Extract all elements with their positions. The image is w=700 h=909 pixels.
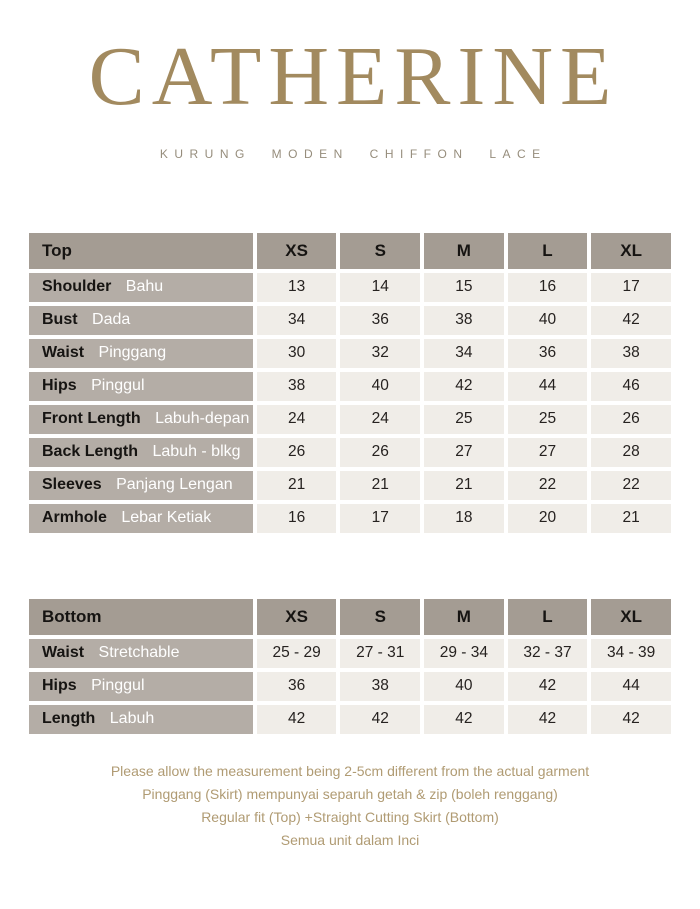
value-cell: 34 [424,339,504,368]
value-cell: 24 [340,405,420,434]
measure-label-my: Labuh [109,710,155,728]
value-cell: 40 [424,672,504,701]
value-cell: 21 [424,471,504,500]
size-header-xs: XS [257,233,337,269]
measurement-notes [0,760,700,852]
measure-label-my: Labuh-depan [155,410,250,428]
table-row-shoulder [29,273,671,302]
measure-label-cell [29,471,253,500]
value-cell: 38 [424,306,504,335]
value-cell: 29 - 34 [424,639,504,668]
note-line: Pinggang (Skirt) mempunyai separuh getah & zip (boleh renggang) [142,785,558,802]
measure-label-en: Length [42,710,96,728]
measure-label-cell [29,405,253,434]
measure-label-cell [29,639,253,668]
table-row-armhole [29,504,671,533]
value-cell: 32 [340,339,420,368]
bottom-table-title-cell: Bottom [29,599,253,635]
size-header-m: M [424,599,504,635]
value-cell: 34 - 39 [591,639,671,668]
measure-label-my: Pinggul [91,677,145,695]
measure-label-cell [29,672,253,701]
measure-label-cell [29,372,253,401]
value-cell: 26 [257,438,337,467]
measure-label-my: Stretchable [98,644,180,662]
note-line: Semua unit dalam Inci [280,831,420,848]
table-row-bust [29,306,671,335]
measure-label-cell [29,273,253,302]
measure-label-en: Armhole [42,509,107,527]
note-line: Regular fit (Top) +Straight Cutting Skirt (Bottom) [201,808,499,825]
table-row-bottom-length [29,705,671,734]
value-cell: 22 [591,471,671,500]
value-cell: 17 [340,504,420,533]
measure-label-my: Pinggang [98,344,167,362]
value-cell: 13 [257,273,337,302]
value-cell: 17 [591,273,671,302]
size-chart-page [0,30,700,909]
size-header-l: L [508,233,588,269]
value-cell: 16 [508,273,588,302]
value-cell: 36 [340,306,420,335]
product-subtitle: KURUNG MODEN CHIFFON LACE [159,146,547,161]
value-cell: 18 [424,504,504,533]
value-cell: 42 [340,705,420,734]
value-cell: 42 [257,705,337,734]
value-cell: 20 [508,504,588,533]
measure-label-cell [29,504,253,533]
measure-label-cell [29,306,253,335]
value-cell: 26 [591,405,671,434]
value-cell: 25 [508,405,588,434]
value-cell: 27 - 31 [340,639,420,668]
value-cell: 30 [257,339,337,368]
table-row-waist [29,339,671,368]
value-cell: 25 [424,405,504,434]
size-header-xl: XL [591,599,671,635]
value-cell: 26 [340,438,420,467]
measure-label-en: Front Length [42,410,141,428]
size-header-m: M [424,233,504,269]
value-cell: 44 [591,672,671,701]
value-cell: 38 [340,672,420,701]
measure-label-en: Waist [42,344,85,362]
measure-label-cell [29,339,253,368]
value-cell: 32 - 37 [508,639,588,668]
bottom-header-row [29,599,671,635]
top-table-title-cell: Top [29,233,253,269]
measure-label-en: Shoulder [42,278,112,296]
value-cell: 34 [257,306,337,335]
bottom-size-table [25,595,675,738]
measure-label-cell [29,705,253,734]
value-cell: 42 [424,705,504,734]
measure-label-my: Bahu [125,278,164,296]
table-row-bottom-waist [29,639,671,668]
table-row-front-length [29,405,671,434]
measure-label-my: Panjang Lengan [116,476,233,494]
size-header-s: S [340,233,420,269]
value-cell: 44 [508,372,588,401]
measure-label-my: Dada [92,311,131,329]
measure-label-my: Labuh - blkg [152,443,241,461]
measure-label-en: Back Length [42,443,139,461]
size-header-l: L [508,599,588,635]
measure-label-en: Sleeves [42,476,102,494]
measure-label-my: Pinggul [91,377,145,395]
table-row-back-length [29,438,671,467]
value-cell: 40 [340,372,420,401]
measure-label-cell [29,438,253,467]
value-cell: 38 [591,339,671,368]
value-cell: 15 [424,273,504,302]
value-cell: 21 [591,504,671,533]
value-cell: 42 [508,672,588,701]
value-cell: 16 [257,504,337,533]
value-cell: 21 [340,471,420,500]
value-cell: 27 [508,438,588,467]
value-cell: 21 [257,471,337,500]
size-header-s: S [340,599,420,635]
value-cell: 27 [424,438,504,467]
measure-label-en: Hips [42,377,77,395]
measure-label-en: Waist [42,644,85,662]
value-cell: 36 [508,339,588,368]
top-header-row [29,233,671,269]
value-cell: 42 [591,705,671,734]
measure-label-en: Bust [42,311,78,329]
brand-title: CATHERINE [88,30,619,123]
table-row-sleeves [29,471,671,500]
value-cell: 24 [257,405,337,434]
top-size-table [25,229,675,537]
measure-label-my: Lebar Ketiak [121,509,212,527]
size-header-xs: XS [257,599,337,635]
value-cell: 40 [508,306,588,335]
value-cell: 46 [591,372,671,401]
value-cell: 28 [591,438,671,467]
measure-label-en: Hips [42,677,77,695]
table-row-hips [29,372,671,401]
value-cell: 38 [257,372,337,401]
value-cell: 42 [424,372,504,401]
size-header-xl: XL [591,233,671,269]
note-line: Please allow the measurement being 2-5cm different from the actual garment [110,762,590,779]
value-cell: 42 [508,705,588,734]
value-cell: 42 [591,306,671,335]
value-cell: 22 [508,471,588,500]
table-row-bottom-hips [29,672,671,701]
value-cell: 36 [257,672,337,701]
value-cell: 14 [340,273,420,302]
value-cell: 25 - 29 [257,639,337,668]
